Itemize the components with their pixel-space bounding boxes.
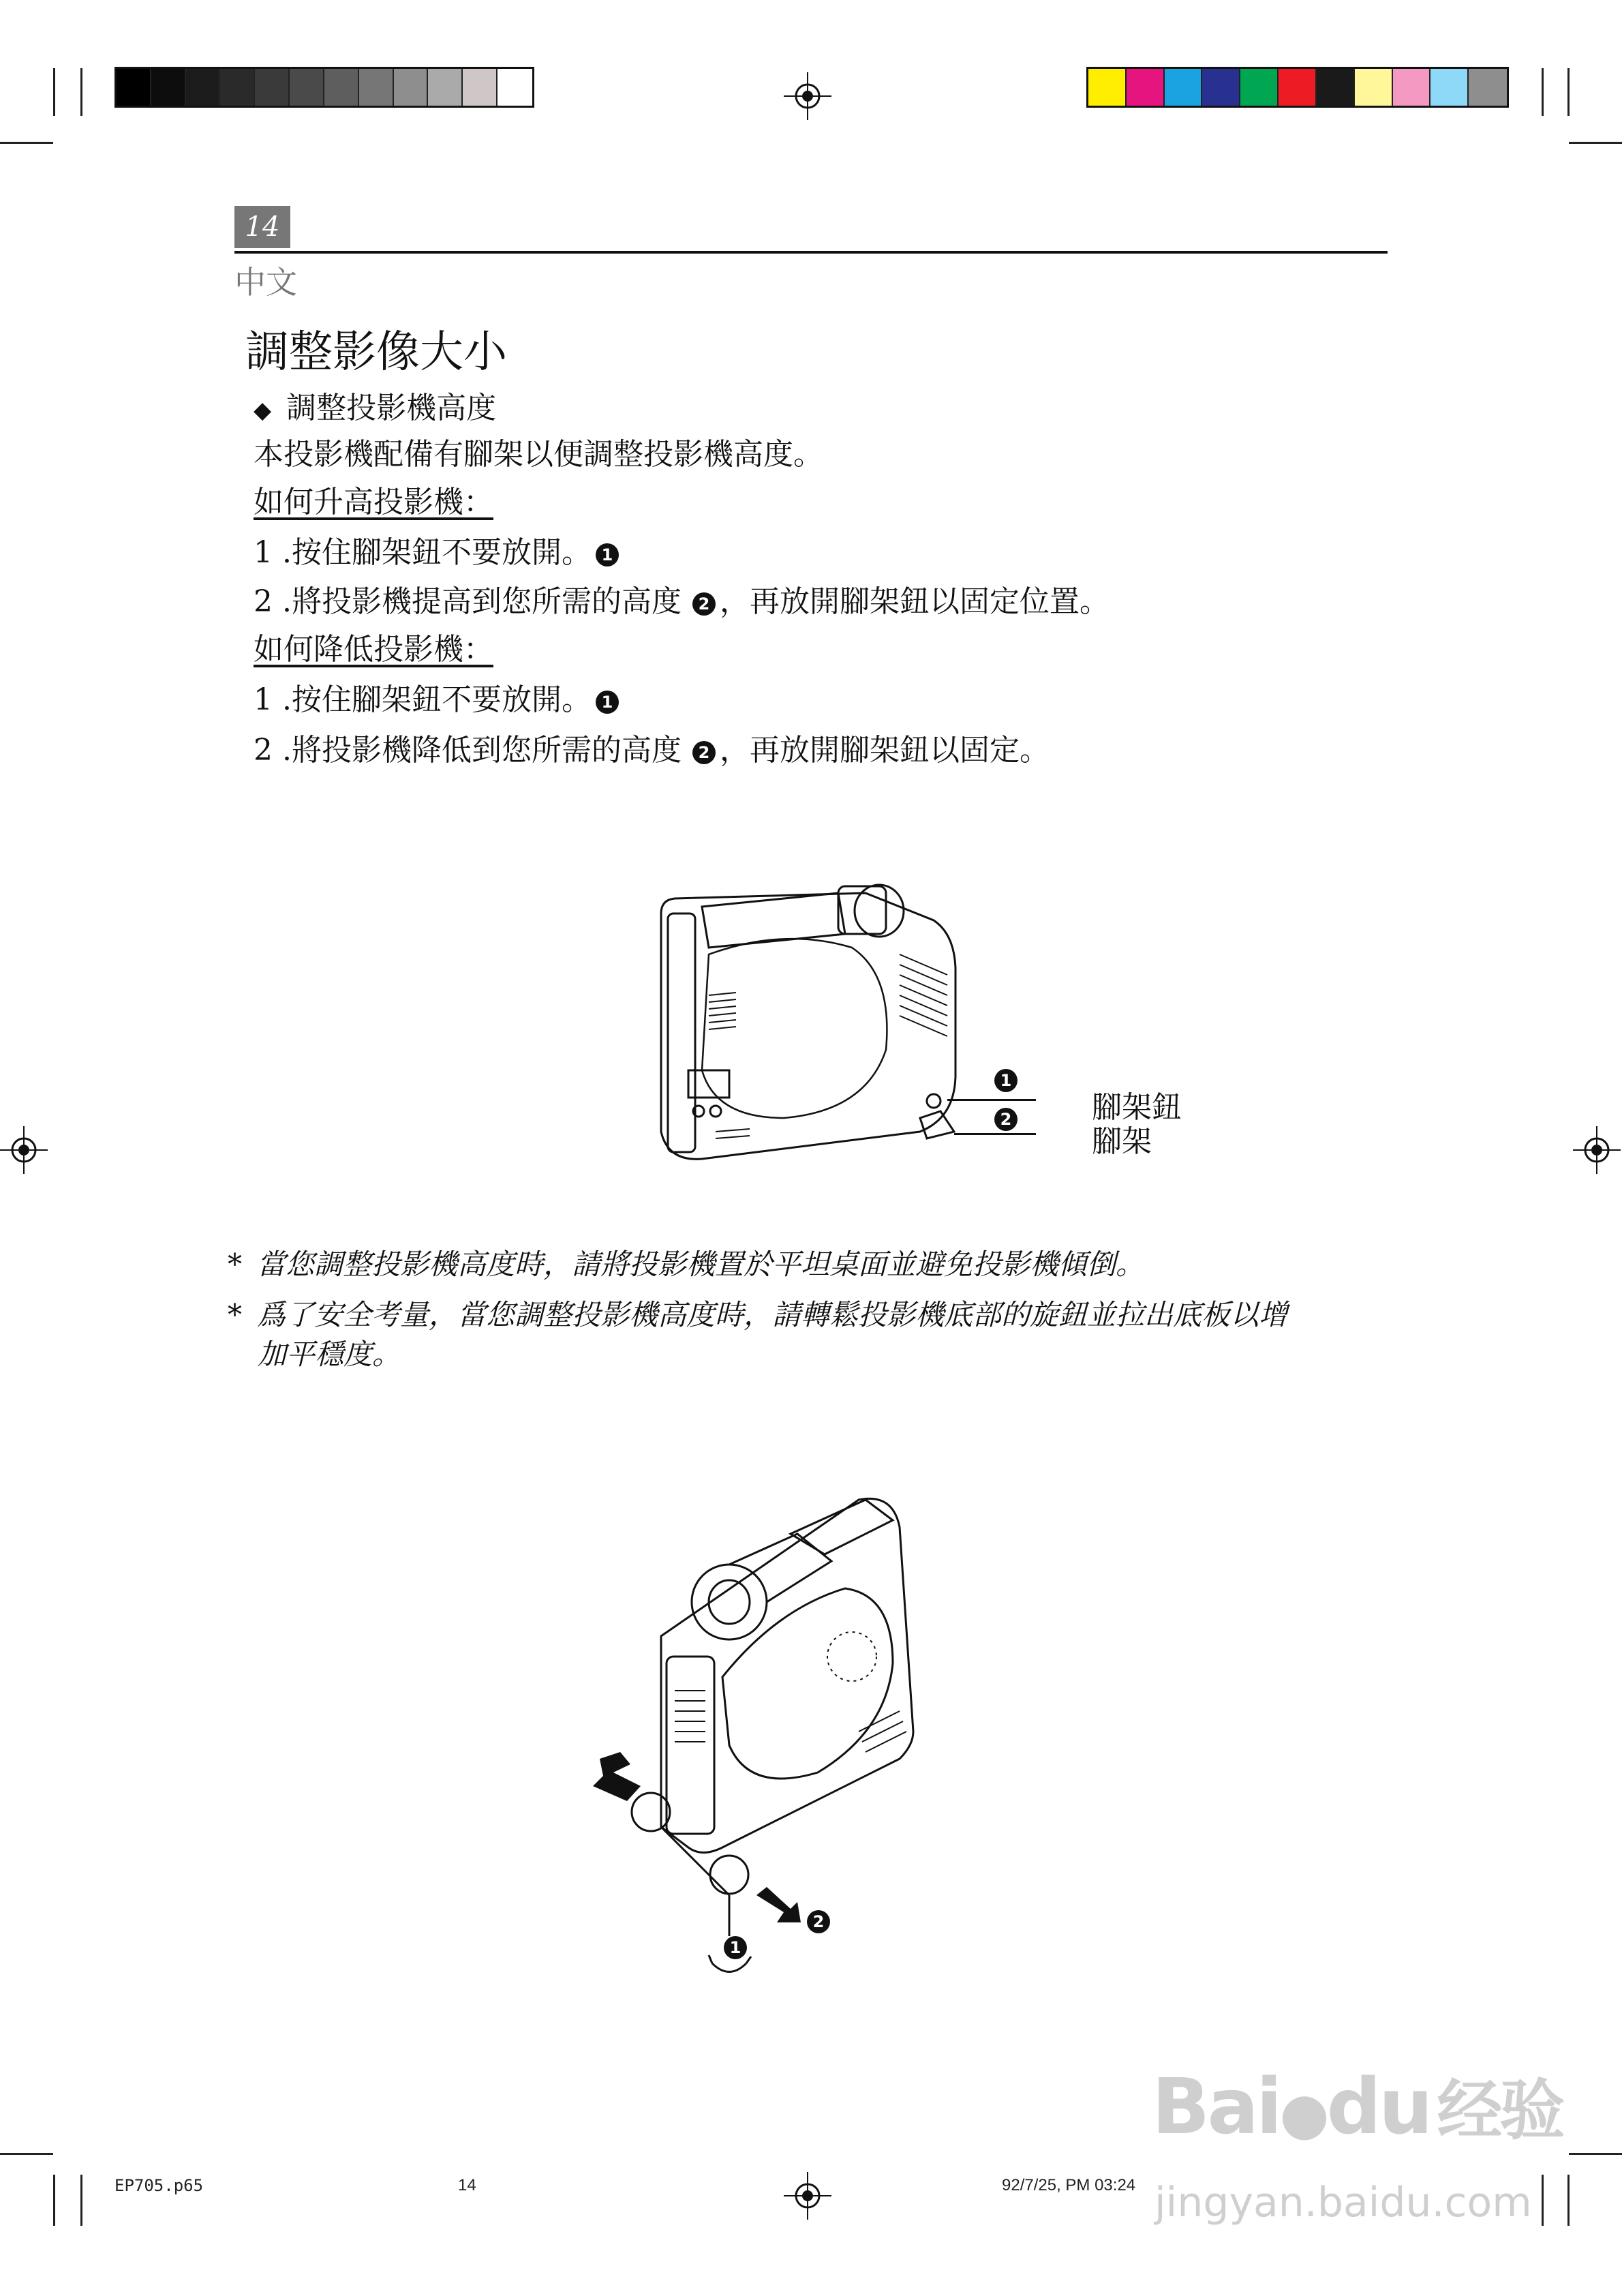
note-2-text-line-1: 爲了安全考量，當您調整投影機高度時，請轉鬆投影機底部的旋鈕並拉出底板以增 <box>257 1298 1288 1331</box>
watermark-brand-2: du <box>1326 2063 1430 2151</box>
raise-step-2-text-b: ，再放開腳架鈕以固定位置。 <box>719 584 1110 619</box>
paw-icon: ● <box>1279 2080 1327 2147</box>
lower-step-2-text-b: ，再放開腳架鈕以固定。 <box>719 733 1050 768</box>
note-2-continuation: 加平穩度。 <box>258 1338 401 1371</box>
gray-swatch <box>359 69 394 106</box>
lower-step-2 <box>254 725 1050 769</box>
color-swatch <box>1430 69 1469 106</box>
callout-2-icon: 2 <box>994 1108 1017 1131</box>
bullet-heading <box>254 383 496 427</box>
callout-label-foot: 腳架 <box>1092 1124 1152 1159</box>
section-title: 調整影像大小 <box>245 327 507 378</box>
lower-step-1 <box>254 675 623 719</box>
watermark-brand: Bai <box>1152 2063 1280 2151</box>
lower-step-2-text-a: 2 .將投影機降低到您所需的高度 <box>254 733 682 768</box>
crop-mark <box>53 68 55 116</box>
color-swatch <box>1088 69 1127 106</box>
raise-step-2 <box>254 577 1110 620</box>
callout-line <box>954 1133 1036 1135</box>
crop-mark <box>1542 2175 1544 2226</box>
watermark-cn: 经验 <box>1437 2072 1563 2149</box>
note-1-text: 當您調整投影機高度時，請將投影機置於平坦桌面並避免投影機傾倒。 <box>257 1248 1145 1281</box>
callout-line <box>947 1099 1036 1101</box>
raise-step-2-text-a: 2 .將投影機提高到您所需的高度 <box>254 584 682 619</box>
watermark-url: jingyan.baidu.com <box>1154 2179 1532 2226</box>
registration-mark-icon <box>784 2172 831 2220</box>
gray-swatch <box>498 69 532 106</box>
gray-swatch <box>117 69 151 106</box>
note-asterisk: * <box>228 1248 242 1281</box>
lower-step-1-text: 1 .按住腳架鈕不要放開。 <box>254 682 592 717</box>
gray-swatch <box>463 69 498 106</box>
callout-2-icon: 2 <box>692 592 716 616</box>
color-swatch <box>1202 69 1240 106</box>
callout-1-icon: 1 <box>994 1069 1017 1092</box>
color-swatch <box>1393 69 1431 106</box>
gray-swatch <box>394 69 429 106</box>
intro-text: 本投影機配備有腳架以便調整投影機高度。 <box>254 437 823 472</box>
raise-step-1 <box>254 528 623 571</box>
color-calibration-bar <box>1086 67 1509 108</box>
gray-swatch <box>220 69 255 106</box>
note-asterisk: * <box>228 1298 242 1331</box>
crop-mark <box>80 2175 82 2226</box>
color-swatch <box>1165 69 1203 106</box>
footer-page-number: 14 <box>458 2176 476 2194</box>
crop-mark <box>1567 68 1570 116</box>
crop-mark <box>0 142 53 144</box>
diamond-bullet-icon: ◆ <box>254 397 272 424</box>
gray-swatch <box>186 69 221 106</box>
callout-2-icon: 2 <box>807 1910 830 1933</box>
gray-swatch <box>151 69 186 106</box>
callout-1-icon: 1 <box>724 1936 747 1959</box>
color-swatch <box>1469 69 1507 106</box>
note-2 <box>228 1293 1287 1333</box>
crop-mark <box>1567 2175 1570 2226</box>
language-label: 中文 <box>234 264 297 301</box>
crop-mark <box>1542 68 1544 116</box>
crop-mark <box>1569 142 1622 144</box>
raise-heading: 如何升高投影機： <box>254 485 493 519</box>
color-swatch <box>1279 69 1317 106</box>
callout-label-foot-button: 腳架鈕 <box>1092 1090 1182 1125</box>
gray-swatch <box>324 69 359 106</box>
page-number-tab: 14 <box>234 206 290 248</box>
color-swatch <box>1355 69 1393 106</box>
footer-filename: EP705.p65 <box>114 2176 204 2195</box>
color-swatch <box>1317 69 1355 106</box>
registration-mark-icon <box>784 72 831 120</box>
header-rule <box>234 251 1388 254</box>
color-swatch <box>1127 69 1165 106</box>
crop-mark <box>53 2175 55 2226</box>
gray-ramp-bar <box>114 67 534 108</box>
registration-mark-icon <box>0 1126 48 1174</box>
crop-mark <box>80 68 82 116</box>
callout-1-icon: 1 <box>596 543 619 567</box>
crop-mark <box>1569 2153 1622 2155</box>
callout-2-icon: 2 <box>692 741 716 764</box>
gray-swatch <box>290 69 324 106</box>
gray-swatch <box>428 69 463 106</box>
note-1 <box>228 1242 1144 1283</box>
crop-mark <box>0 2153 53 2155</box>
color-swatch <box>1240 69 1279 106</box>
registration-mark-icon <box>1573 1126 1621 1174</box>
gray-swatch <box>255 69 290 106</box>
callout-1-icon: 1 <box>596 691 619 714</box>
raise-step-1-text: 1 .按住腳架鈕不要放開。 <box>254 535 592 570</box>
baidu-watermark <box>1152 2059 1563 2152</box>
footer-timestamp: 92/7/25, PM 03:24 <box>1002 2176 1136 2194</box>
projector-bottom-illustration <box>572 1486 954 1991</box>
bullet-heading-text: 調整投影機高度 <box>286 391 497 425</box>
projector-side-illustration <box>647 873 1036 1173</box>
lower-heading: 如何降低投影機： <box>254 632 493 667</box>
